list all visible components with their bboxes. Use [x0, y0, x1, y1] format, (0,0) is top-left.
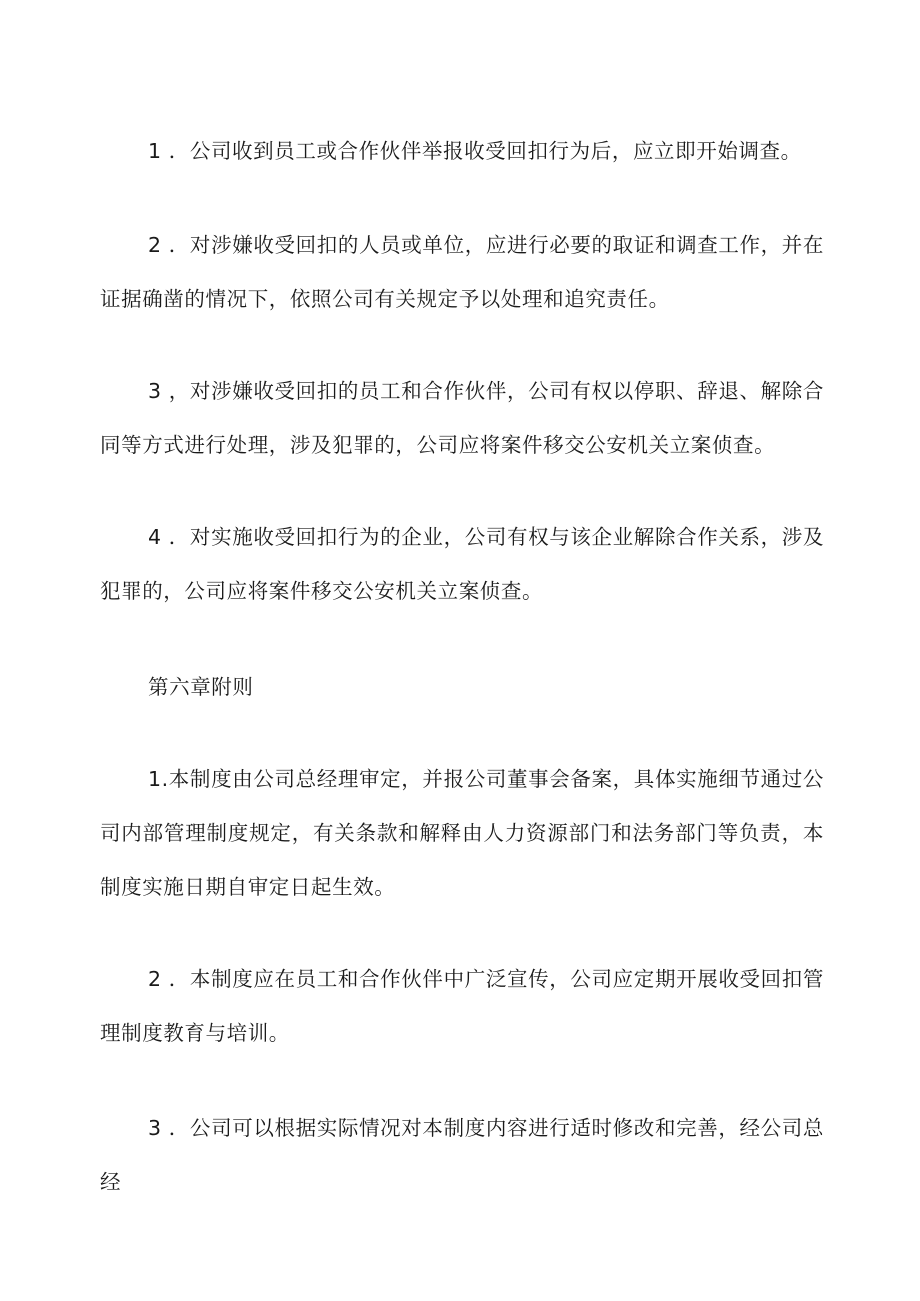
paragraph-approval: 1.本制度由公司总经理审定，并报公司董事会备案，具体实施细节通过公司内部管理制度规定，有关条款和解释由人力资源部门和法务部门等负责，本制度实施日期自审定日起生效。: [100, 767, 824, 899]
paragraph-enterprise-penalty: 4 ．对实施收受回扣行为的企业，公司有权与该企业解除合作关系，涉及犯罪的，公司应将案件移交公安机关立案侦查。: [100, 525, 824, 603]
paragraph-evidence-collection: 2 ．对涉嫌收受回扣的人员或单位，应进行必要的取证和调查工作，并在证据确凿的情况下，依照公司有关规定予以处理和追究责任。: [100, 233, 824, 311]
paragraph-employee-penalty: 3 ，对涉嫌收受回扣的员工和合作伙伴，公司有权以停职、辞退、解除合同等方式进行处理，涉及犯罪的，公司应将案件移交公安机关立案侦查。: [100, 379, 824, 457]
paragraph-publicity-training: 2 ．本制度应在员工和合作伙伴中广泛宣传，公司应定期开展收受回扣管理制度教育与培训。: [100, 967, 824, 1045]
paragraph-investigation-start: 1 ．公司收到员工或合作伙伴举报收受回扣行为后，应立即开始调查。: [148, 139, 802, 163]
chapter-heading: 第六章附则: [148, 675, 254, 699]
paragraph-revision: 3 ．公司可以根据实际情况对本制度内容进行适时修改和完善，经公司总经: [100, 1116, 824, 1194]
